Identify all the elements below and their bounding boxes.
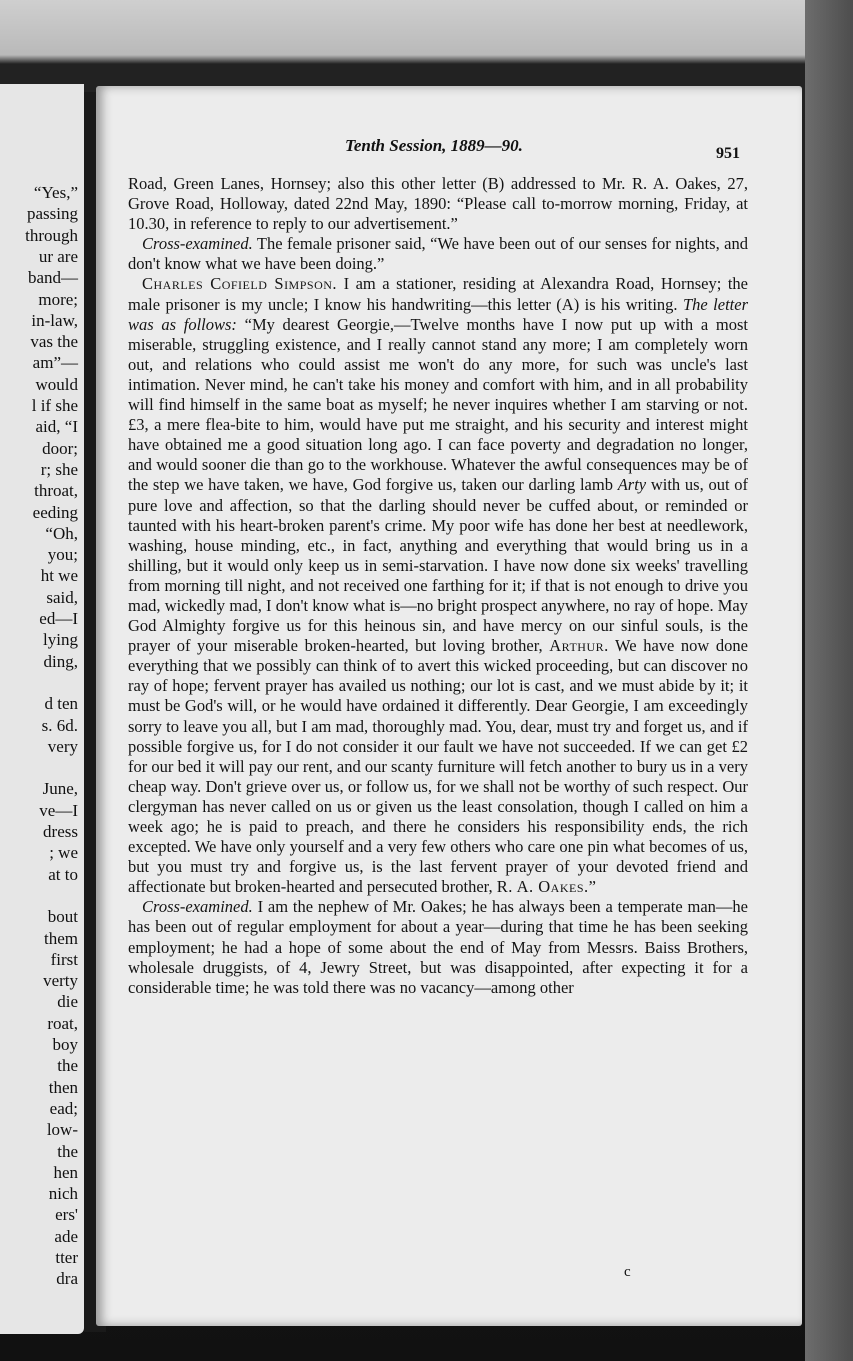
letter-intro: The letter was as follows:	[128, 294, 748, 334]
facing-page-fragment: ve—I	[39, 800, 78, 820]
signature-oakes: R. A. Oakes.	[496, 877, 589, 897]
facing-page-fragment: nich	[48, 1184, 78, 1204]
facing-page-fragment: door;	[42, 438, 78, 458]
facing-page-fragment: tter	[55, 1248, 78, 1267]
facing-page-fragment: r; she	[40, 459, 78, 479]
facing-page-fragment: die	[57, 992, 78, 1012]
facing-page-fragment: roat,	[47, 1013, 78, 1033]
facing-page-fragment: dra	[56, 1269, 78, 1289]
facing-page-fragment: ding,	[43, 651, 78, 671]
facing-page-fragment: throat,	[34, 481, 78, 501]
paragraph-3-text-b: “My dearest Georgie,—Twelve months have I now put up with a most miserable, struggling existence, and I really cannot stand any more; I am completely worn out, and relations who could assist me won't do any more, for such was uncle's last intimation. Never mind, he can't take his money and comfort with him, and in all probability will find himself in the same boat as myself; he never inquires whether I am starving or not. £3, a mere flea-bite to him, would have put me straight, and his security and interest might have obtained me a good situation long ago. I can face poverty and degradation no longer, and would sooner die than go to the workhouse. Whatever the awful consequences may be of the step we have taken, we have, God forgive us, taken our darling lamb	[128, 314, 748, 495]
facing-page-fragment: bout	[47, 907, 78, 927]
facing-page-fragment: verty	[43, 971, 78, 991]
paragraph-3	[128, 274, 748, 897]
facing-page-fragment: aid, “I	[35, 417, 78, 437]
facing-page-fragment: “Oh,	[45, 523, 78, 543]
facing-page-fragment: then	[48, 1077, 78, 1097]
facing-page-fragment: passing	[27, 204, 78, 224]
running-header	[345, 136, 523, 156]
facing-page-fragment: lying	[43, 630, 78, 650]
facing-page-fragment: am”—	[32, 353, 78, 373]
name-arty: Arty	[617, 475, 647, 495]
facing-page-fragment: ht we	[40, 566, 78, 586]
facing-page-fragment: d ten	[44, 694, 78, 714]
facing-page-fragment: them	[44, 928, 78, 948]
facing-page-fragment: ; we	[49, 843, 78, 863]
paragraph-1	[128, 174, 748, 234]
paragraph-3-text-a: I am a stationer, residing at Alexandra Road, Hornsey; the male prisoner is my uncle; I know his handwriting—this letter (A) is his writing.	[128, 274, 748, 314]
facing-page-fragment: low-	[46, 1120, 78, 1140]
facing-page-fragment: vas the	[30, 332, 78, 352]
book-edge-right	[805, 0, 853, 1361]
paragraph-1-text: Road, Green Lanes, Hornsey; also this other letter (B) addressed to Mr. R. A. Oakes, 27, Grove Road, Holloway, dated 22nd May, 1890: “Please call to-morrow morning, Friday, at 10.30, in reference to reply to our advertisement.”	[128, 174, 748, 234]
facing-page-fragment: s. 6d.	[41, 715, 78, 735]
cross-examined-label: Cross-examined.	[142, 234, 253, 254]
facing-page-fragment: ers'	[55, 1205, 78, 1225]
facing-page-fragment: l if she	[31, 396, 78, 415]
facing-page-fragment: through	[25, 225, 78, 245]
facing-page-fragment: ur are	[38, 246, 78, 266]
paragraph-3-text-c: with us, out of pure love and affection, so that the darling should never be cuffed about, or reminded or taunted with his heart-broken parent's crime. My poor wife has done her best at needlework, washing, house minding, etc., in fact, anything and everything that would bring us in a shilling, but it would only keep us in semi-starvation. I have now done six weeks' travelling from morning till night, and not received one farthing for it; if that is not enough to drive you mad, wickedly mad, I don't know what is—no bright prospect anywhere, no ray of hope. May God Almighty forgive us for this heinous sin, and have mercy on our sinful souls, is the prayer of your miserable broken-hearted, but loving brother,	[128, 475, 748, 656]
facing-page-fragment: hen	[53, 1162, 78, 1182]
facing-page-fragment: ade	[54, 1226, 78, 1246]
paragraph-2-text: The female prisoner said, “We have been out of our senses for nights, and don't know what we have been doing.”	[128, 234, 748, 274]
facing-page-fragment: “Yes,”	[33, 183, 78, 202]
signature-arthur: Arthur.	[549, 636, 609, 656]
catchword: c	[624, 1264, 631, 1280]
facing-page-fragment: band—	[27, 268, 78, 288]
facing-page-fragment: June,	[42, 779, 78, 799]
facing-page-fragment: said,	[46, 587, 78, 607]
closing-quote: ”	[588, 877, 596, 897]
facing-page-fragment: boy	[52, 1035, 78, 1054]
facing-page-fragment: eeding	[32, 502, 78, 522]
facing-page-fragment: ed—I	[39, 609, 78, 628]
page-body	[128, 174, 748, 998]
paragraph-4	[128, 897, 748, 997]
facing-page-fragment: first	[50, 949, 78, 969]
facing-page-fragment: at to	[48, 864, 78, 884]
facing-page-fragment: the	[57, 1141, 78, 1161]
facing-page-fragment: dress	[43, 822, 78, 841]
facing-page-fragment: ead;	[49, 1098, 78, 1118]
facing-page-fragment: very	[47, 736, 78, 756]
page-number: 951	[716, 145, 740, 162]
paragraph-2	[128, 234, 748, 274]
witness-name: Charles Cofield Simpson.	[142, 274, 338, 294]
facing-page-fragment: the	[57, 1056, 78, 1076]
facing-page-fragment: you;	[47, 545, 78, 565]
cross-examined-label-2: Cross-examined.	[142, 897, 253, 917]
facing-page-fragment: more;	[38, 289, 78, 309]
facing-page-fragment: would	[35, 374, 78, 394]
session-title: Tenth Session, 1889—90.	[345, 136, 523, 155]
paragraph-4-text: I am the nephew of Mr. Oakes; he has always been a temperate man—he has been out of regular employment for about a year—during that time he has been seeking employment; he had a hope of some about the end of May from Messrs. Baiss Brothers, wholesale druggists, of 4, Jewry Street, but was disappointed, after expecting it for a considerable time; he was told there was no vacancy—among other	[128, 897, 748, 997]
facing-page-left	[0, 84, 84, 1334]
facing-page-fragment: in-law,	[31, 310, 78, 330]
paragraph-3-text-d: We have now done everything that we possibly can think of to avert this wicked proceeding, but can discover no ray of hope; fervent prayer has availed us nothing; our lot is cast, and we must abide by it; it must be God's will, or he would have ordained it differently. Dear Georgie, I am exceedingly sorry to leave you all, but I am mad, thoroughly mad. You, dear, must try and forget us, and if possible forgive us, for I do not consider it our fault we have not succeeded. If we can get £2 for our bed it will pay our rent, and our scanty furniture will fetch another to bury us in a very cheap way. Don't grieve over us, or follow us, for we shall not be worthy of such respect. Our clergyman has never called on us or given us the least consolation, though I called on him a week ago; he is paid to preach, and there he considers his responsibility ends, the rich excepted. We have only yourself and a very few others who care one pin what becomes of us, but you must try and forgive us, is the last fervent prayer of your devoted friend and affectionate but broken-hearted and persecuted brother,	[128, 636, 748, 897]
